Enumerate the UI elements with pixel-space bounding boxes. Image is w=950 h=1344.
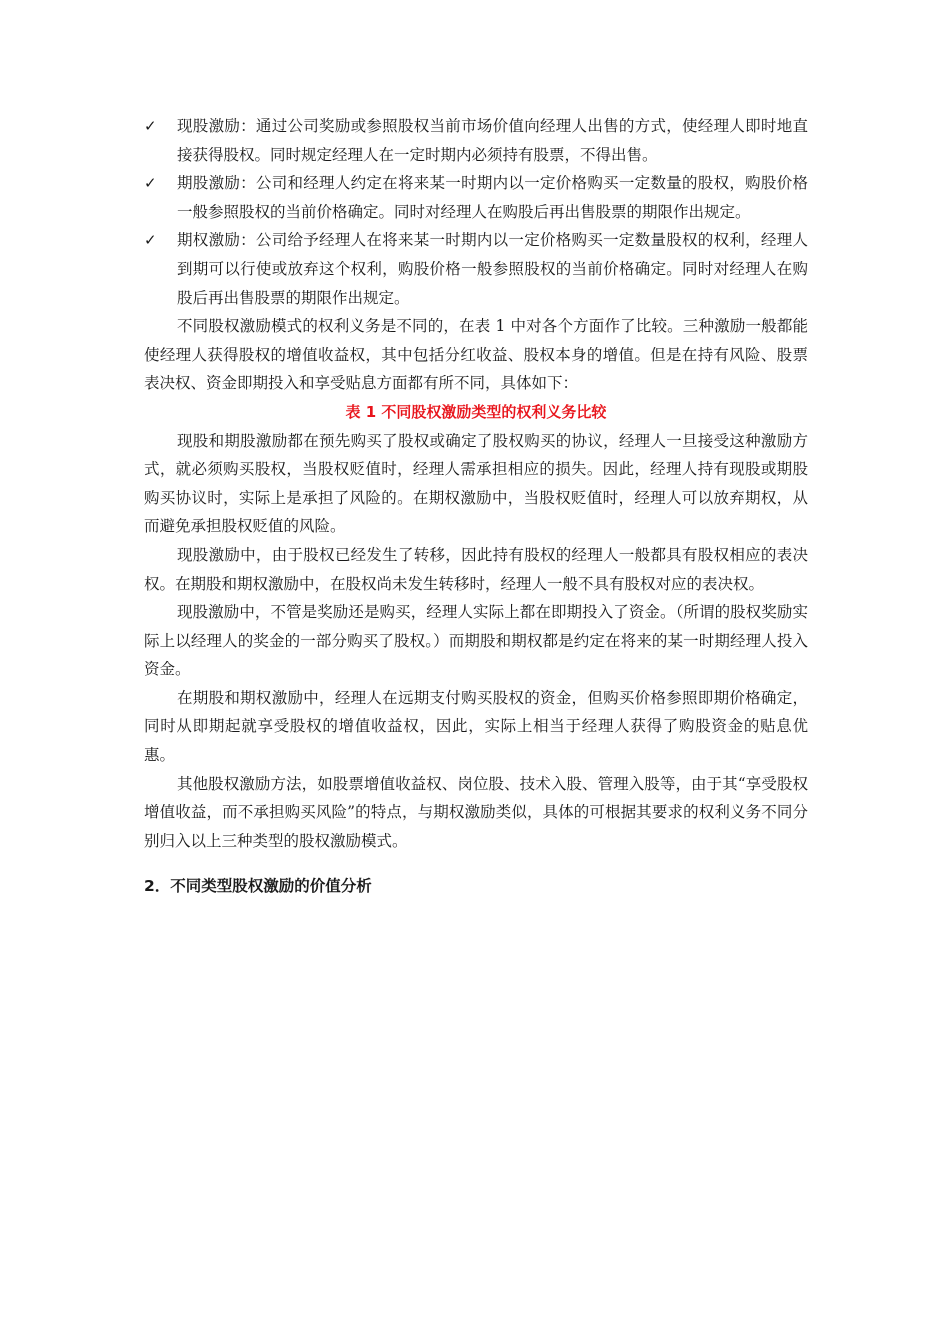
bullet-text: 期股激励：公司和经理人约定在将来某一时期内以一定价格购买一定数量的股权，购股价格一般参照股权的当前价格确定。同时对经理人在购股后再出售股票的期限作出规定。 [177, 174, 808, 221]
paragraph-capital-investment: 现股激励中，不管是奖励还是购买，经理人实际上都在即期投入了资金。（所谓的股权奖励实际上以经理人的奖金的一部分购买了股权。）而期股和期权都是约定在将来的某一时期经理人投入资金。 [144, 603, 808, 679]
paragraph-other-methods: 其他股权激励方法，如股票增值收益权、岗位股、技术入股、管理入股等，由于其“享受股权增值收益，而不承担购买风险”的特点，与期权激励类似，具体的可根据其要求的权利义务不同分别归入以上三种类型的股权激励模式。 [144, 774, 808, 850]
bullet-item-option-equity [144, 226, 808, 312]
paragraph-risk: 现股和期股激励都在预先购买了股权或确定了股权购买的协议，经理人一旦接受这种激励方式，就必须购买股权，当股权贬值时，经理人需承担相应的损失。因此，经理人持有现股或期股购买协议时，实际上是承担了风险的。在期权激励中，当股权贬值时，经理人可以放弃期权，从而避免承担股权贬值的风险。 [144, 431, 808, 536]
checkmark-icon: ✓ [144, 231, 157, 250]
checkmark-icon: ✓ [144, 117, 157, 135]
section-heading: 2．不同类型股权激励的价值分析 [144, 877, 372, 896]
checkmark-icon: ✓ [144, 174, 157, 193]
bullet-text: 现股激励：通过公司奖励或参照股权当前市场价值向经理人出售的方式，使经理人即时地直接获得股权。同时规定经理人在一定时期内必须持有股票，不得出售。 [177, 117, 808, 164]
paragraph-interest-subsidy: 在期股和期权激励中，经理人在远期支付购买股权的资金，但购买价格参照即期价格确定，同时从即期起就享受股权的增值收益权，因此，实际上相当于经理人获得了购股资金的贴息优惠。 [144, 688, 808, 765]
table-caption: 表 1 不同股权激励类型的权利义务比较 [345, 402, 607, 421]
paragraph-voting-rights: 现股激励中，由于股权已经发生了转移，因此持有股权的经理人一般都具有股权相应的表决权。在期股和期权激励中，在股权尚未发生转移时，经理人一般不具有股权对应的表决权。 [144, 545, 808, 593]
bullet-item-spot-equity [144, 112, 808, 169]
document-body [144, 112, 808, 901]
bullet-item-futures-equity [144, 169, 808, 226]
bullet-text: 期权激励：公司给予经理人在将来某一时期内以一定价格购买一定数量股权的权利，经理人到期可以行使或放弃这个权利，购股价格一般参照股权的当前价格确定。同时对经理人在购股后再出售股票的期限作出规定。 [177, 231, 808, 307]
intro-paragraph: 不同股权激励模式的权利义务是不同的，在表 1 中对各个方面作了比较。三种激励一般都能使经理人获得股权的增值收益权，其中包括分红收益、股权本身的增值。但是在持有风险、股票表决权、资金即期投入和享受贴息方面都有所不同，具体如下： [144, 317, 808, 393]
